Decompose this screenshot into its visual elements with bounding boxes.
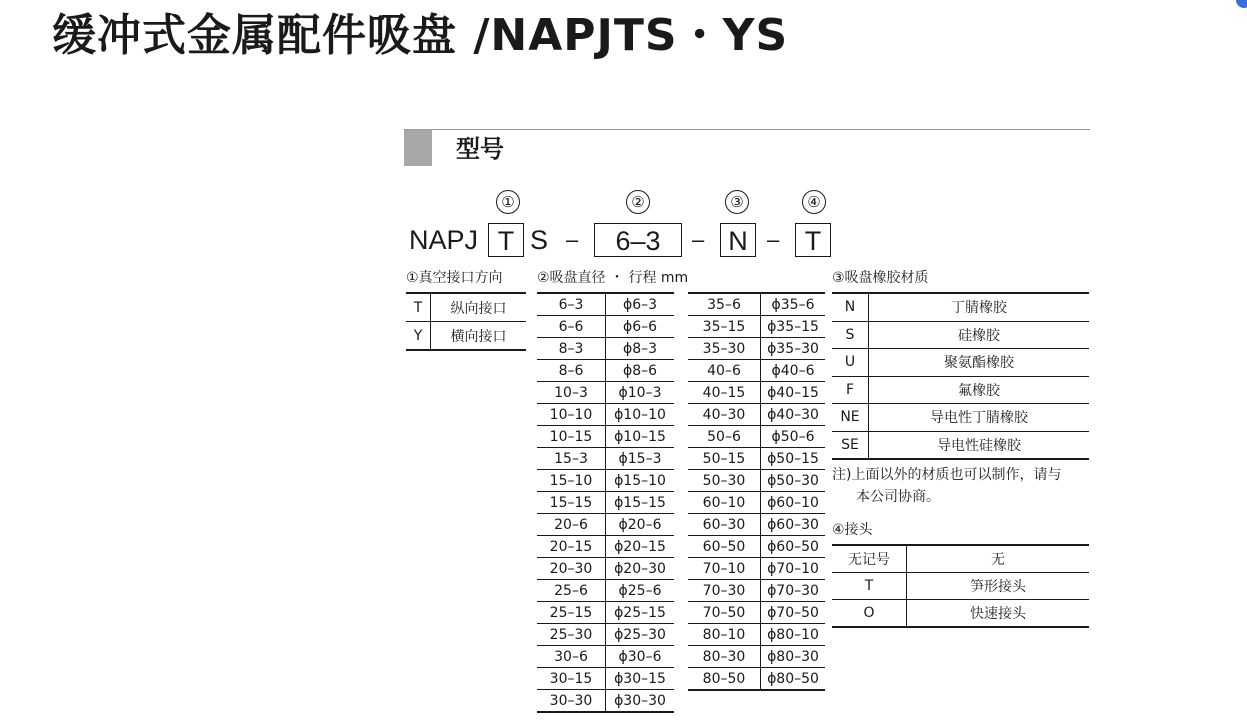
table-cell-code: 15–3 xyxy=(537,448,606,470)
table-cell-code: 8–3 xyxy=(537,338,606,360)
table-cell-value: ϕ35–30 xyxy=(761,338,826,360)
table-row xyxy=(537,293,674,316)
table-cell-value: 氟橡胶 xyxy=(869,376,1090,404)
table-cell-code: SE xyxy=(832,431,869,459)
table-row xyxy=(537,580,674,602)
direction-header: ①真空接口方向 xyxy=(406,270,503,286)
table-row xyxy=(688,492,825,514)
table-cell-code: 无记号 xyxy=(832,545,907,573)
table-cell-value: ϕ80–50 xyxy=(761,668,826,691)
table-row xyxy=(537,338,674,360)
table-row xyxy=(688,470,825,492)
table-cell-value: 导电性丁腈橡胶 xyxy=(869,404,1090,432)
table-cell-value: 丁腈橡胶 xyxy=(869,293,1090,321)
diameter-table-right xyxy=(688,292,825,691)
table-row xyxy=(537,624,674,646)
table-cell-code: 10–15 xyxy=(537,426,606,448)
marker-1: ① xyxy=(496,190,520,214)
table-cell-value: ϕ30–30 xyxy=(606,690,675,713)
marker-4: ④ xyxy=(802,190,826,214)
table-row xyxy=(688,404,825,426)
model-box-diameter: 6–3 xyxy=(594,223,682,257)
model-prefix: NAPJ xyxy=(409,225,479,255)
table-cell-code: O xyxy=(832,600,907,628)
table-cell-code: 15–15 xyxy=(537,492,606,514)
table-row xyxy=(688,558,825,580)
table-row xyxy=(537,646,674,668)
table-row xyxy=(688,646,825,668)
table-cell-code: 50–6 xyxy=(688,426,761,448)
table-row xyxy=(832,545,1089,573)
table-cell-code: 30–30 xyxy=(537,690,606,713)
table-cell-value: ϕ8–6 xyxy=(606,360,675,382)
table-cell-code: 10–10 xyxy=(537,404,606,426)
table-cell-code: N xyxy=(832,293,869,321)
table-row xyxy=(688,668,825,691)
table-cell-code: 15–10 xyxy=(537,470,606,492)
model-dash-3: – xyxy=(767,227,780,252)
table-row xyxy=(537,602,674,624)
table-cell-value: ϕ25–30 xyxy=(606,624,675,646)
table-row xyxy=(688,536,825,558)
fitting-header: ④接头 xyxy=(832,522,873,538)
table-row xyxy=(537,492,674,514)
table-cell-value: ϕ50–30 xyxy=(761,470,826,492)
table-cell-value: ϕ20–6 xyxy=(606,514,675,536)
table-cell-value: ϕ15–10 xyxy=(606,470,675,492)
table-cell-label: 横向接口 xyxy=(431,322,527,351)
material-header: ③吸盘橡胶材质 xyxy=(832,270,929,286)
table-cell-code: 35–30 xyxy=(688,338,761,360)
table-cell-code: T xyxy=(832,573,907,600)
table-cell-value: 硅橡胶 xyxy=(869,321,1090,349)
table-cell-code: 25–6 xyxy=(537,580,606,602)
table-cell-value: ϕ80–10 xyxy=(761,624,826,646)
table-cell-value: ϕ30–6 xyxy=(606,646,675,668)
table-cell-value: ϕ30–15 xyxy=(606,668,675,690)
table-cell-code: 70–50 xyxy=(688,602,761,624)
table-cell-value: ϕ40–30 xyxy=(761,404,826,426)
table-cell-value: ϕ6–3 xyxy=(606,293,675,316)
section-marker xyxy=(404,130,432,166)
table-cell-code: 70–10 xyxy=(688,558,761,580)
table-cell-value: 导电性硅橡胶 xyxy=(869,431,1090,459)
table-cell-code: 30–15 xyxy=(537,668,606,690)
table-cell-value: ϕ10–3 xyxy=(606,382,675,404)
table-cell-value: ϕ8–3 xyxy=(606,338,675,360)
table-row xyxy=(688,382,825,404)
model-s: S xyxy=(530,225,549,255)
table-cell-code: 35–15 xyxy=(688,316,761,338)
material-note-line2: 本公司协商。 xyxy=(856,489,940,505)
table-row xyxy=(406,322,526,351)
page-title: 缓冲式金属配件吸盘 /NAPJTS・YS xyxy=(52,10,789,61)
table-row xyxy=(537,470,674,492)
table-cell-value: ϕ35–15 xyxy=(761,316,826,338)
table-cell-value: ϕ60–10 xyxy=(761,492,826,514)
table-row xyxy=(688,316,825,338)
table-row xyxy=(832,349,1089,377)
table-row xyxy=(688,293,825,316)
section-divider xyxy=(404,129,1090,130)
table-cell-code: 25–30 xyxy=(537,624,606,646)
table-row xyxy=(832,321,1089,349)
table-cell-value: ϕ20–15 xyxy=(606,536,675,558)
table-cell-code: 40–15 xyxy=(688,382,761,404)
diameter-table-left xyxy=(537,292,674,713)
table-cell-code: 70–30 xyxy=(688,580,761,602)
table-cell-value: ϕ15–15 xyxy=(606,492,675,514)
table-cell-code: 40–6 xyxy=(688,360,761,382)
table-row xyxy=(537,690,674,713)
table-row xyxy=(832,293,1089,321)
table-cell-code: S xyxy=(832,321,869,349)
table-cell-value: ϕ80–30 xyxy=(761,646,826,668)
marker-2: ② xyxy=(626,190,650,214)
table-cell-code: 50–15 xyxy=(688,448,761,470)
table-row xyxy=(688,514,825,536)
table-cell-value: ϕ25–6 xyxy=(606,580,675,602)
direction-table xyxy=(406,292,526,351)
table-cell-value: ϕ6–6 xyxy=(606,316,675,338)
table-row xyxy=(537,360,674,382)
table-cell-value: ϕ60–50 xyxy=(761,536,826,558)
table-cell-code: 20–15 xyxy=(537,536,606,558)
table-row xyxy=(537,316,674,338)
table-cell-code: 50–30 xyxy=(688,470,761,492)
table-cell-code: NE xyxy=(832,404,869,432)
table-cell-value: ϕ20–30 xyxy=(606,558,675,580)
table-row xyxy=(537,382,674,404)
table-cell-code: 6–3 xyxy=(537,293,606,316)
table-row xyxy=(537,404,674,426)
table-cell-value: ϕ70–30 xyxy=(761,580,826,602)
table-cell-code: 80–30 xyxy=(688,646,761,668)
table-cell-code: 80–10 xyxy=(688,624,761,646)
model-box-direction: T xyxy=(488,223,524,257)
table-cell-value: ϕ10–15 xyxy=(606,426,675,448)
material-table xyxy=(832,292,1089,460)
table-cell-value: ϕ50–6 xyxy=(761,426,826,448)
table-cell-code: T xyxy=(406,293,431,322)
table-cell-value: ϕ40–15 xyxy=(761,382,826,404)
marker-3: ③ xyxy=(725,190,749,214)
corner-indicator xyxy=(1236,0,1247,8)
table-cell-code: 40–30 xyxy=(688,404,761,426)
model-box-material: N xyxy=(720,223,756,257)
table-cell-value: ϕ50–15 xyxy=(761,448,826,470)
model-dash-2: – xyxy=(692,227,705,252)
table-cell-code: 60–30 xyxy=(688,514,761,536)
table-cell-value: ϕ40–6 xyxy=(761,360,826,382)
table-row xyxy=(406,293,526,322)
table-cell-code: 35–6 xyxy=(688,293,761,316)
section-title: 型号 xyxy=(456,135,504,163)
table-row xyxy=(537,536,674,558)
table-cell-value: ϕ25–15 xyxy=(606,602,675,624)
table-cell-value: 无 xyxy=(907,545,1090,573)
table-cell-value: ϕ70–50 xyxy=(761,602,826,624)
table-row xyxy=(537,514,674,536)
table-row xyxy=(832,431,1089,459)
table-cell-code: F xyxy=(832,376,869,404)
table-cell-code: 6–6 xyxy=(537,316,606,338)
table-cell-code: 8–6 xyxy=(537,360,606,382)
table-cell-value: ϕ10–10 xyxy=(606,404,675,426)
table-cell-code: 80–50 xyxy=(688,668,761,691)
table-row xyxy=(832,404,1089,432)
table-cell-value: 笋形接头 xyxy=(907,573,1090,600)
table-row xyxy=(537,558,674,580)
table-row xyxy=(688,426,825,448)
table-row xyxy=(537,426,674,448)
table-cell-label: 纵向接口 xyxy=(431,293,527,322)
table-cell-value: ϕ15–3 xyxy=(606,448,675,470)
table-row xyxy=(688,624,825,646)
table-cell-value: 快速接头 xyxy=(907,600,1090,628)
table-cell-code: 60–50 xyxy=(688,536,761,558)
table-cell-code: 20–6 xyxy=(537,514,606,536)
diameter-header: ②吸盘直径 ・ 行程 mm xyxy=(537,270,689,286)
model-box-fitting: T xyxy=(795,223,831,257)
table-cell-code: 10–3 xyxy=(537,382,606,404)
table-cell-value: ϕ35–6 xyxy=(761,293,826,316)
table-row xyxy=(537,668,674,690)
table-cell-code: U xyxy=(832,349,869,377)
table-cell-value: ϕ60–30 xyxy=(761,514,826,536)
table-cell-code: 30–6 xyxy=(537,646,606,668)
table-cell-code: 25–15 xyxy=(537,602,606,624)
table-row xyxy=(688,360,825,382)
table-cell-code: Y xyxy=(406,322,431,351)
table-cell-value: ϕ70–10 xyxy=(761,558,826,580)
fitting-table xyxy=(832,544,1089,628)
table-row xyxy=(688,580,825,602)
table-row xyxy=(832,573,1089,600)
table-cell-code: 60–10 xyxy=(688,492,761,514)
material-note-line1: 注)上面以外的材质也可以制作，请与 xyxy=(832,467,1062,483)
table-row xyxy=(832,376,1089,404)
table-row xyxy=(688,448,825,470)
table-row xyxy=(832,600,1089,628)
table-cell-code: 20–30 xyxy=(537,558,606,580)
table-row xyxy=(537,448,674,470)
model-dash-1: – xyxy=(566,227,579,252)
table-row xyxy=(688,338,825,360)
table-cell-value: 聚氨酯橡胶 xyxy=(869,349,1090,377)
table-row xyxy=(688,602,825,624)
